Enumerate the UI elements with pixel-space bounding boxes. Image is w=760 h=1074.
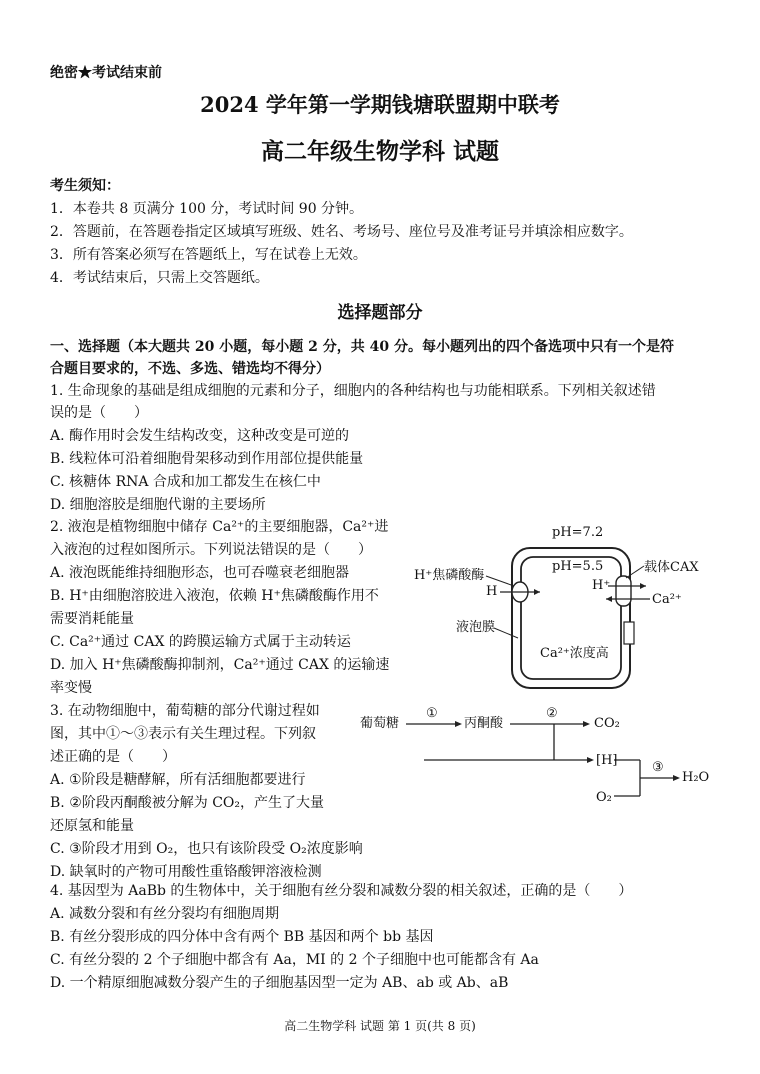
notes-heading: 考生须知：	[50, 178, 120, 194]
step-1-label: ①	[426, 706, 438, 721]
pump-label: H⁺焦磷酸酶	[414, 568, 485, 583]
membrane-channel-icon	[624, 622, 634, 644]
section-title: 选择题部分	[337, 303, 423, 323]
option-d: 率变慢	[50, 680, 92, 696]
h-left-label: H	[486, 584, 498, 599]
h2o-label: H₂O	[682, 770, 710, 785]
question-stem: 1. 生命现象的基础是组成细胞的元素和分子，细胞内的各种结构也与功能相联系。下列相关叙述错	[50, 383, 656, 399]
option-d: D. 加入 H⁺焦磷酸酶抑制剂，Ca²⁺通过 CAX 的运输速	[50, 657, 390, 673]
metabolism-diagram	[358, 702, 730, 832]
option-a: A. 酶作用时会发生结构改变，这种改变是可逆的	[50, 428, 350, 444]
option-b: B. H⁺由细胞溶胶进入液泡，依赖 H⁺焦磷酸酶作用不	[50, 588, 379, 604]
question-stem: 入液泡的过程如图所示。下列说法错误的是（ ）	[50, 542, 372, 558]
step-3-label: ③	[652, 760, 664, 775]
option-d: D. 缺氧时的产物可用酸性重铬酸钾溶液检测	[50, 864, 322, 880]
question-stem: 述正确的是（ ）	[50, 749, 176, 765]
option-b: B. 线粒体可沿着细胞骨架移动到作用部位提供能量	[50, 451, 364, 467]
part-instructions: 一、选择题（本大题共 20 小题，每小题 2 分，共 40 分。每小题列出的四个备选项中只有一个是符	[50, 339, 674, 355]
o2-label: O₂	[596, 790, 612, 805]
exam-title: 2024 学年第一学期钱塘联盟期中联考	[200, 92, 560, 117]
option-a: A. ①阶段是糖酵解，所有活细胞都要进行	[50, 772, 306, 788]
note-item: 4．考试结束后，只需上交答题纸。	[50, 270, 269, 286]
option-d: D. 细胞溶胶是细胞代谢的主要场所	[50, 497, 266, 513]
ph-inner-label: pH=5.5	[552, 559, 604, 574]
note-item: 3．所有答案必须写在答题纸上，写在试卷上无效。	[50, 247, 367, 263]
option-d: D. 一个精原细胞减数分裂产生的子细胞基因型一定为 AB、ab 或 Ab、aB	[50, 975, 509, 991]
vacuole-diagram	[408, 520, 728, 695]
membrane-label: 液泡膜	[456, 620, 496, 635]
option-b: B. ②阶段丙酮酸被分解为 CO₂，产生了大量	[50, 795, 324, 811]
page-footer: 高二生物学科 试题 第 1 页(共 8 页)	[284, 1019, 476, 1033]
question-stem: 2. 液泡是植物细胞中储存 Ca²⁺的主要细胞器，Ca²⁺进	[50, 519, 389, 535]
part-instructions: 合题目要求的，不选、多选、错选均不得分）	[50, 361, 330, 377]
pyruvate-label: 丙酮酸	[464, 716, 504, 731]
h-label: [H]	[596, 753, 618, 768]
exam-subtitle: 高二年级生物学科 试题	[260, 138, 499, 165]
note-item: 1．本卷共 8 页满分 100 分，考试时间 90 分钟。	[50, 201, 364, 217]
option-c: C. Ca²⁺通过 CAX 的跨膜运输方式属于主动转运	[50, 634, 351, 650]
ca-concentration-label: Ca²⁺浓度高	[540, 646, 609, 661]
option-a: A. 液泡既能维持细胞形态，也可吞噬衰老细胞器	[50, 565, 350, 581]
cax-carrier-icon	[616, 576, 631, 606]
option-b: B. 有丝分裂形成的四分体中含有两个 BB 基因和两个 bb 基因	[50, 929, 434, 945]
question-stem: 误的是（ ）	[50, 405, 148, 421]
co2-label: CO₂	[594, 716, 620, 731]
question-stem: 图，其中①～③表示有关生理过程。下列叙	[50, 726, 316, 742]
option-c: C. 核糖体 RNA 合成和加工都发生在核仁中	[50, 474, 321, 490]
h-right-label: H⁺	[592, 578, 611, 593]
option-c: C. 有丝分裂的 2 个子细胞中都含有 Aa，MI 的 2 个子细胞中也可能都含有 Aa	[50, 952, 539, 968]
ph-outer-label: pH=7.2	[552, 525, 604, 540]
note-item: 2．答题前，在答题卷指定区域填写班级、姓名、考场号、座位号及准考证号并填涂相应数字。	[50, 224, 633, 240]
option-b: 还原氢和能量	[50, 818, 134, 834]
option-c: C. ③阶段才用到 O₂，也只有该阶段受 O₂浓度影响	[50, 841, 363, 857]
option-a: A. 减数分裂和有丝分裂均有细胞周期	[50, 906, 280, 922]
carrier-label: 载体CAX	[644, 560, 699, 575]
step-2-label: ②	[546, 706, 558, 721]
option-b: 需要消耗能量	[50, 611, 134, 627]
secret-label: 绝密★考试结束前	[50, 65, 162, 81]
question-stem: 3. 在动物细胞中，葡萄糖的部分代谢过程如	[50, 703, 320, 719]
question-stem: 4. 基因型为 AaBb 的生物体中，关于细胞有丝分裂和减数分裂的相关叙述，正确的是（ ）	[50, 883, 633, 899]
glucose-label: 葡萄糖	[360, 716, 400, 731]
ca-outside-label: Ca²⁺	[652, 592, 682, 607]
